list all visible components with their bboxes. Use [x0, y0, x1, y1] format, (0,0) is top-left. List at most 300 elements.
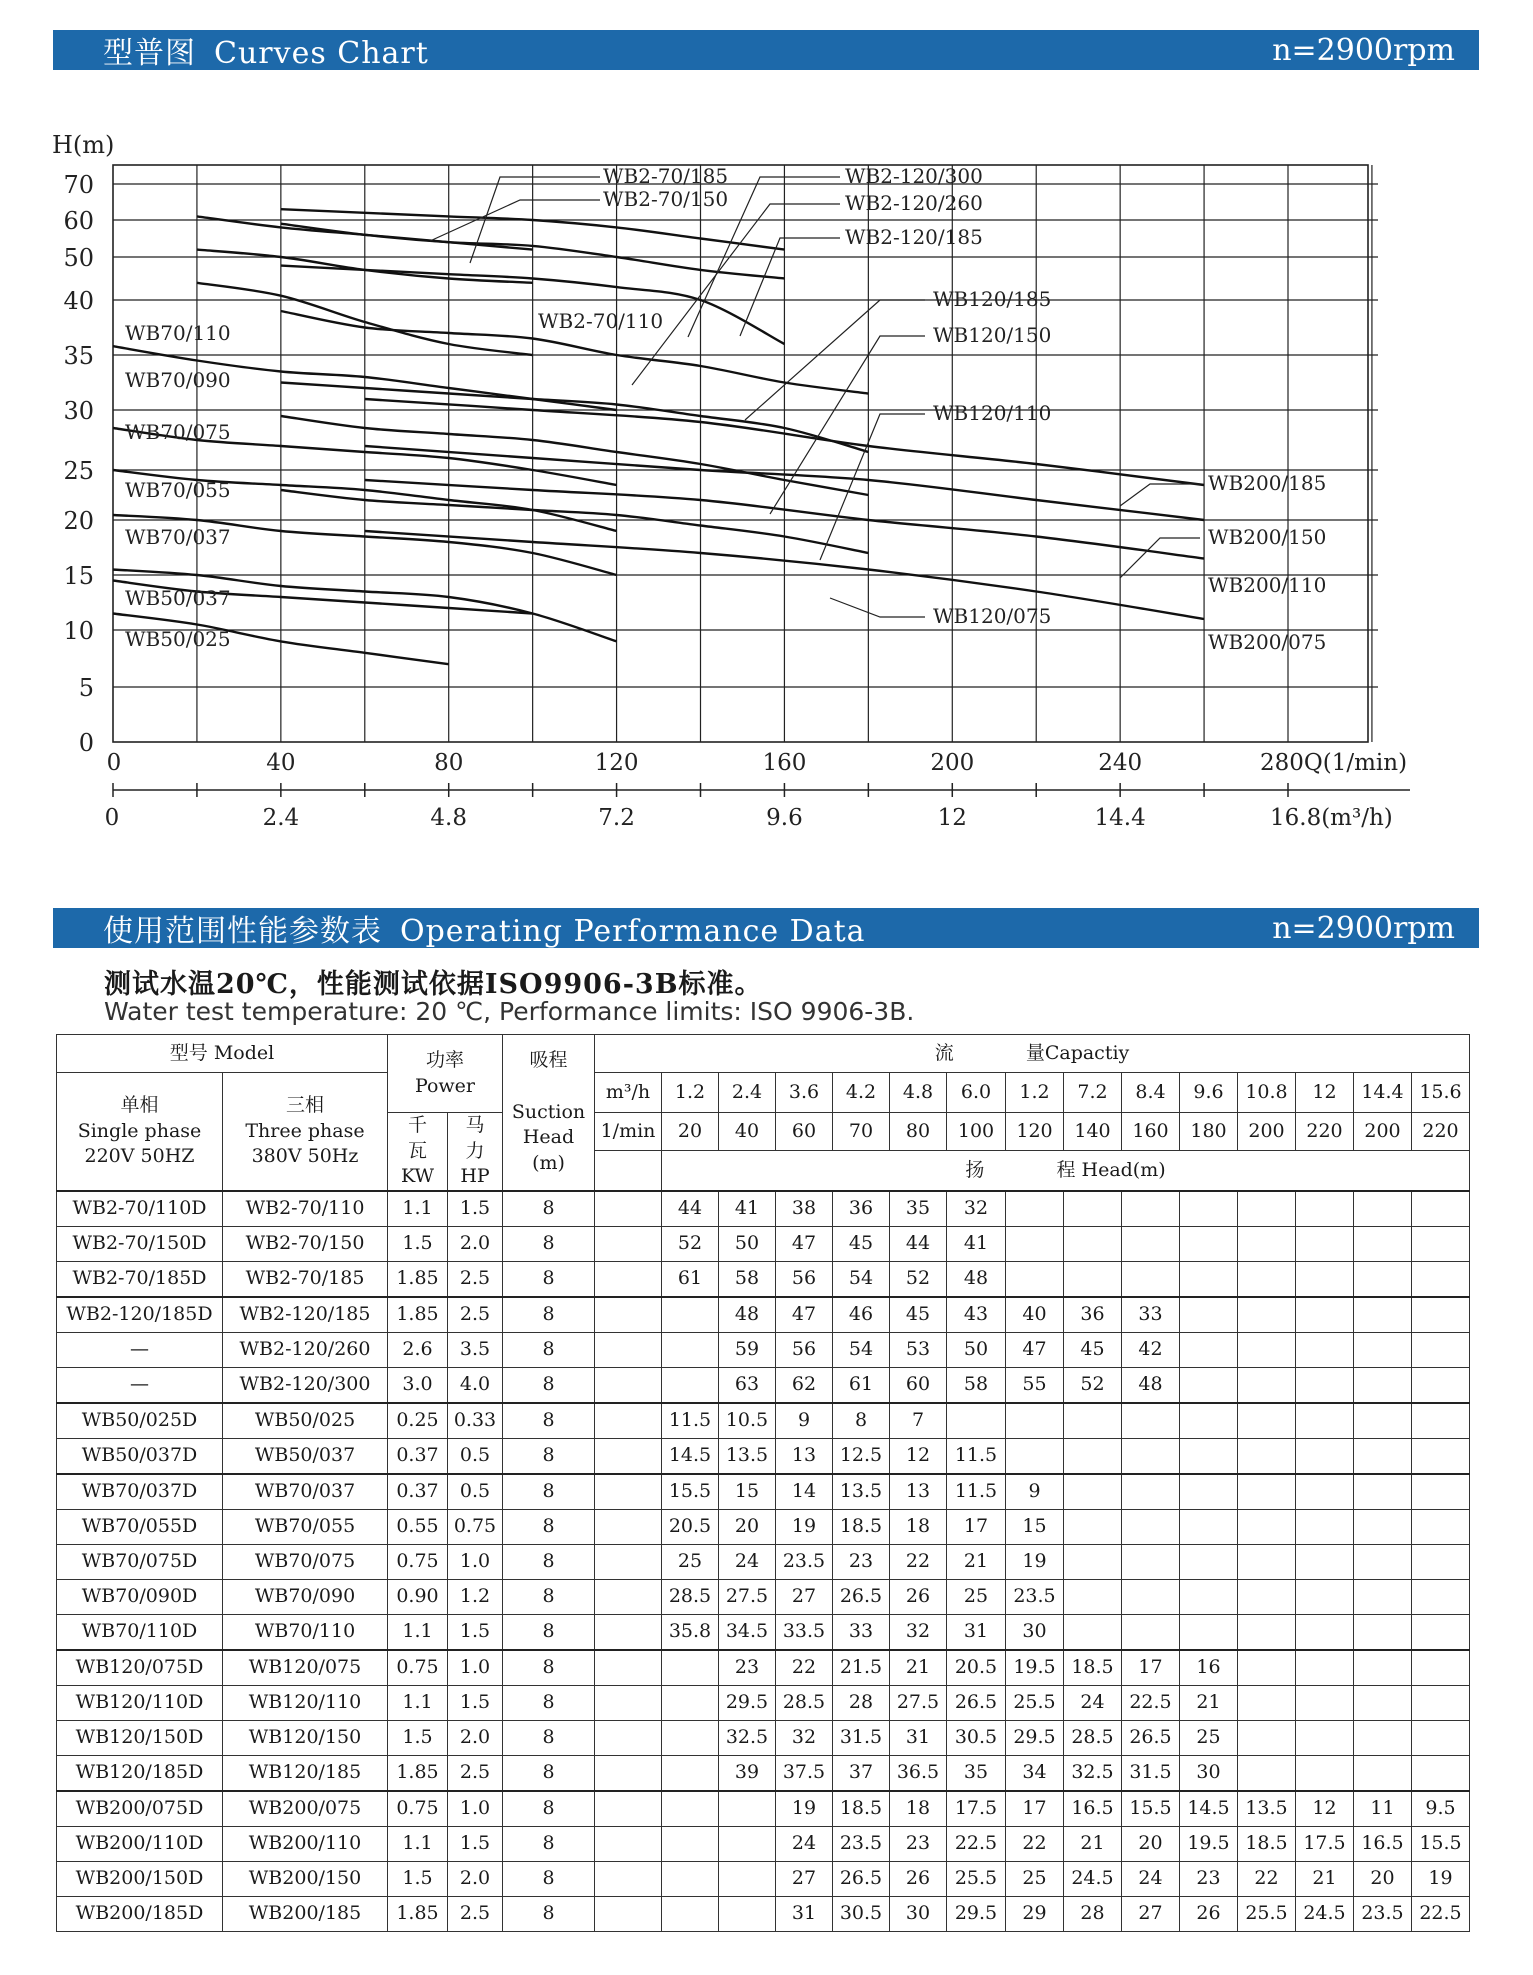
curve-label: WB120/075	[933, 604, 1052, 628]
head-cell: 13	[776, 1438, 833, 1474]
hp-cell: 2.5	[448, 1261, 503, 1297]
head-cell: 11.5	[947, 1438, 1006, 1474]
suction-cell: 8	[503, 1579, 595, 1614]
head-cell	[1122, 1614, 1180, 1650]
head-cell: 35	[947, 1755, 1006, 1791]
suction-cell: 8	[503, 1403, 595, 1439]
head-cell	[1180, 1332, 1238, 1367]
single-phase-model-cell: WB2-120/185D	[57, 1297, 223, 1333]
head-cell: 23	[890, 1826, 947, 1861]
head-cn-2: 程	[1056, 1159, 1076, 1182]
head-cell: 24.5	[1064, 1861, 1122, 1896]
single-en: Single phase	[77, 1119, 202, 1142]
single-phase-model-cell: WB200/185D	[57, 1896, 223, 1931]
head-cell	[1354, 1614, 1412, 1650]
curve-label: WB2-120/260	[845, 191, 983, 215]
hp-cn-1: 马	[465, 1114, 485, 1136]
head-cell: 27	[776, 1861, 833, 1896]
curve-label: WB120/185	[933, 287, 1052, 311]
head-cell: 17.5	[947, 1791, 1006, 1827]
head-cell: 25.5	[1006, 1685, 1064, 1720]
curve-label: WB2-70/185	[603, 164, 729, 188]
hp-cell: 1.0	[448, 1544, 503, 1579]
table-row	[57, 1720, 1470, 1755]
suction-cell: 8	[503, 1685, 595, 1720]
head-cell	[1006, 1438, 1064, 1474]
perf-rpm: n=2900rpm	[1272, 910, 1455, 946]
head-cell: 29.5	[1006, 1720, 1064, 1755]
suction-cn: 吸程	[529, 1049, 568, 1072]
suction-cell: 8	[503, 1297, 595, 1333]
capacity-m3h-cell: 4.8	[890, 1073, 947, 1113]
head-cell	[1122, 1261, 1180, 1297]
head-cell	[1064, 1579, 1122, 1614]
head-cell	[1354, 1403, 1412, 1439]
head-cell	[1180, 1403, 1238, 1439]
capacity-cn-2: 量	[1025, 1042, 1045, 1065]
hp-cell: 2.5	[448, 1755, 503, 1791]
y-tick-label: 40	[63, 287, 94, 315]
suction-cell: 8	[503, 1226, 595, 1261]
head-cell: 19	[1006, 1544, 1064, 1579]
head-cell	[1354, 1544, 1412, 1579]
head-cell: 24.5	[1296, 1896, 1354, 1931]
head-cell	[947, 1403, 1006, 1439]
head-cell	[662, 1791, 719, 1827]
head-cell	[1296, 1755, 1354, 1791]
head-cell: 9	[776, 1403, 833, 1439]
head-cell: 28.5	[776, 1685, 833, 1720]
head-cn-1: 扬	[965, 1159, 985, 1182]
capacity-m3h-cell: 3.6	[776, 1073, 833, 1113]
head-cell	[1180, 1297, 1238, 1333]
x2-tick-label: 14.4	[1094, 805, 1146, 831]
three-phase-model-cell: WB200/150	[223, 1861, 388, 1896]
performance-table	[56, 1034, 1470, 1932]
head-cell	[1296, 1474, 1354, 1510]
head-cell: 62	[776, 1367, 833, 1403]
head-cell	[1122, 1403, 1180, 1439]
table-row	[57, 1755, 1470, 1791]
perf-title-en: Operating Performance Data	[400, 914, 866, 949]
table-row	[57, 1685, 1470, 1720]
kw-cell: 0.75	[388, 1544, 448, 1579]
curves-chart-title	[103, 28, 429, 72]
capacity-lmin-cell: 220	[1296, 1113, 1354, 1151]
curve-label: WB120/110	[933, 401, 1052, 425]
head-cell	[1064, 1261, 1122, 1297]
head-cell: 19.5	[1006, 1650, 1064, 1686]
head-cell	[662, 1332, 719, 1367]
head-cell: 18.5	[833, 1791, 890, 1827]
table-row	[57, 1650, 1470, 1686]
curve-label: WB70/055	[125, 478, 231, 502]
head-cell: 28.5	[1064, 1720, 1122, 1755]
head-cell	[1354, 1438, 1412, 1474]
table-row	[57, 1261, 1470, 1297]
hp-cell: 1.5	[448, 1685, 503, 1720]
head-cell	[595, 1720, 662, 1755]
head-cell: 27.5	[890, 1685, 947, 1720]
head-cell	[1180, 1579, 1238, 1614]
capacity-lmin-cell: 20	[662, 1113, 719, 1151]
head-cell: 26	[890, 1861, 947, 1896]
head-cell	[1296, 1191, 1354, 1227]
capacity-lmin-cell: 120	[1006, 1113, 1064, 1151]
curve-label: WB2-120/300	[845, 164, 983, 188]
hp-cell: 0.5	[448, 1438, 503, 1474]
x2-tick-label: 16.8(m³/h)	[1270, 805, 1393, 831]
hp-cell: 1.0	[448, 1650, 503, 1686]
head-cell	[1412, 1614, 1470, 1650]
curve-label: WB70/090	[125, 368, 231, 392]
head-cell	[1064, 1403, 1122, 1439]
head-cell	[1412, 1403, 1470, 1439]
hp-cell: 0.5	[448, 1474, 503, 1510]
head-cell: 26	[1180, 1896, 1238, 1931]
capacity-m3h-cell: 15.6	[1412, 1073, 1470, 1113]
head-cell: 24	[719, 1544, 776, 1579]
suction-en-2: Head	[522, 1126, 575, 1149]
head-cell	[1238, 1614, 1296, 1650]
head-cell: 39	[719, 1755, 776, 1791]
head-cell: 28	[833, 1685, 890, 1720]
suction-cell: 8	[503, 1826, 595, 1861]
head-cell	[1238, 1720, 1296, 1755]
head-cell: 12.5	[833, 1438, 890, 1474]
head-cell	[1122, 1474, 1180, 1510]
head-cell	[1412, 1297, 1470, 1333]
kw-cell: 1.1	[388, 1191, 448, 1227]
suction-cell: 8	[503, 1791, 595, 1827]
head-cell: 19	[1412, 1861, 1470, 1896]
head-cell	[595, 1755, 662, 1791]
head-cell: 45	[833, 1226, 890, 1261]
perf-title-cn: 使用范围性能参数表	[103, 914, 382, 949]
x2-tick-label: 7.2	[598, 805, 635, 831]
table-row	[57, 1367, 1470, 1403]
head-cell: 41	[719, 1191, 776, 1227]
three-phase-model-cell: WB70/110	[223, 1614, 388, 1650]
capacity-m3h-cell: 14.4	[1354, 1073, 1412, 1113]
head-cell: 23	[1180, 1861, 1238, 1896]
head-cell: 31	[890, 1720, 947, 1755]
head-cell: 22	[1238, 1861, 1296, 1896]
head-cell	[1122, 1509, 1180, 1544]
single-phase-model-cell: WB70/090D	[57, 1579, 223, 1614]
unit-m3h: m³/h	[595, 1073, 662, 1113]
head-cell	[1122, 1438, 1180, 1474]
hp-cell: 3.5	[448, 1332, 503, 1367]
head-cell	[719, 1896, 776, 1931]
head-cell	[1354, 1579, 1412, 1614]
single-phase-model-cell: WB120/150D	[57, 1720, 223, 1755]
hp-cell: 0.33	[448, 1403, 503, 1439]
three-phase-header	[223, 1073, 388, 1191]
head-cell	[1412, 1474, 1470, 1510]
head-cell	[662, 1720, 719, 1755]
three-phase-model-cell: WB70/075	[223, 1544, 388, 1579]
head-cell: 50	[719, 1226, 776, 1261]
three-en: Three phase	[245, 1119, 365, 1142]
head-cell: 12	[1296, 1791, 1354, 1827]
three-phase-model-cell: WB50/025	[223, 1403, 388, 1439]
three-phase-model-cell: WB2-70/185	[223, 1261, 388, 1297]
head-cell: 55	[1006, 1367, 1064, 1403]
head-cell	[1412, 1367, 1470, 1403]
head-cell: 13	[890, 1474, 947, 1510]
head-cell	[1064, 1509, 1122, 1544]
test-note-en: Water test temperature: 20 ℃, Performance limits: ISO 9906-3B.	[104, 997, 915, 1026]
three-phase-model-cell: WB120/185	[223, 1755, 388, 1791]
head-cell: 32.5	[719, 1720, 776, 1755]
head-cell	[1354, 1297, 1412, 1333]
head-cell	[1238, 1367, 1296, 1403]
capacity-header	[595, 1035, 1470, 1073]
head-cell	[1006, 1261, 1064, 1297]
head-cell: 45	[1064, 1332, 1122, 1367]
head-cell: 13.5	[719, 1438, 776, 1474]
head-cell	[1412, 1650, 1470, 1686]
head-cell: 21	[1180, 1685, 1238, 1720]
head-cell: 31	[776, 1896, 833, 1931]
head-cell	[662, 1755, 719, 1791]
head-cell: 16	[1180, 1650, 1238, 1686]
head-cell	[1354, 1685, 1412, 1720]
head-cell	[719, 1861, 776, 1896]
head-cell: 25	[1006, 1861, 1064, 1896]
head-cell	[1064, 1474, 1122, 1510]
head-cell	[595, 1226, 662, 1261]
hp-cell: 2.5	[448, 1896, 503, 1931]
head-cell	[595, 1297, 662, 1333]
head-cell: 48	[719, 1297, 776, 1333]
head-cell	[1412, 1755, 1470, 1791]
head-cell	[595, 1614, 662, 1650]
head-cell: 23.5	[776, 1544, 833, 1579]
head-cell: 23	[833, 1544, 890, 1579]
hp-cell: 0.75	[448, 1509, 503, 1544]
table-row	[57, 1332, 1470, 1367]
single-phase-model-cell: WB70/037D	[57, 1474, 223, 1510]
suction-cell: 8	[503, 1861, 595, 1896]
suction-cell: 8	[503, 1438, 595, 1474]
head-cell: 26.5	[833, 1579, 890, 1614]
head-cell: 18	[890, 1509, 947, 1544]
head-cell: 36	[833, 1191, 890, 1227]
kw-cell: 2.6	[388, 1332, 448, 1367]
three-phase-model-cell: WB70/037	[223, 1474, 388, 1510]
y-tick-label: 30	[63, 397, 94, 425]
head-cell	[1238, 1544, 1296, 1579]
head-cell: 22.5	[1412, 1896, 1470, 1931]
head-cell	[1064, 1544, 1122, 1579]
head-cell	[1180, 1191, 1238, 1227]
head-cell: 38	[776, 1191, 833, 1227]
head-cell: 42	[1122, 1332, 1180, 1367]
head-cell: 7	[890, 1403, 947, 1439]
chart-frame	[113, 165, 1368, 742]
y-tick-label: 0	[78, 729, 94, 757]
three-phase-model-cell: WB120/075	[223, 1650, 388, 1686]
three-phase-model-cell: WB120/110	[223, 1685, 388, 1720]
single-phase-model-cell: WB2-70/110D	[57, 1191, 223, 1227]
head-cell	[595, 1544, 662, 1579]
head-cell	[1238, 1297, 1296, 1333]
head-cell: 53	[890, 1332, 947, 1367]
head-cell	[1354, 1226, 1412, 1261]
x-tick-label: 160	[762, 750, 807, 776]
curve-label: WB50/025	[125, 627, 231, 651]
head-cell: 22	[890, 1544, 947, 1579]
head-cell: 29.5	[719, 1685, 776, 1720]
head-cell	[1354, 1755, 1412, 1791]
table-row	[57, 1191, 1470, 1227]
head-cell	[1354, 1650, 1412, 1686]
head-cell	[595, 1650, 662, 1686]
head-cell: 20	[1354, 1861, 1412, 1896]
head-cell: 25	[947, 1579, 1006, 1614]
head-cell: 14	[776, 1474, 833, 1510]
head-cell: 15.5	[662, 1474, 719, 1510]
hp-cell: 2.0	[448, 1861, 503, 1896]
head-cell: 40	[1006, 1297, 1064, 1333]
head-cell	[1006, 1403, 1064, 1439]
single-phase-model-cell: WB70/055D	[57, 1509, 223, 1544]
head-cell: 33.5	[776, 1614, 833, 1650]
head-cell: 60	[890, 1367, 947, 1403]
head-cell	[1354, 1332, 1412, 1367]
head-cell	[719, 1791, 776, 1827]
head-cell	[1412, 1261, 1470, 1297]
head-unit-blank	[595, 1151, 662, 1191]
head-cell	[1238, 1226, 1296, 1261]
head-cell	[1238, 1261, 1296, 1297]
table-row	[57, 1544, 1470, 1579]
unit-lmin: 1/min	[595, 1113, 662, 1151]
suction-cell: 8	[503, 1191, 595, 1227]
head-cell	[1412, 1226, 1470, 1261]
single-phase-header	[57, 1073, 223, 1191]
y-tick-label: 35	[63, 342, 94, 370]
head-cell: 22	[776, 1650, 833, 1686]
head-cell	[1296, 1367, 1354, 1403]
head-cell: 44	[662, 1191, 719, 1227]
head-cell: 25.5	[947, 1861, 1006, 1896]
head-cell: 32	[947, 1191, 1006, 1227]
head-cell: 28	[1064, 1896, 1122, 1931]
head-cell: 21	[890, 1650, 947, 1686]
head-cell	[1412, 1438, 1470, 1474]
head-cell: 32.5	[1064, 1755, 1122, 1791]
head-cell: 34.5	[719, 1614, 776, 1650]
x2-tick-label: 9.6	[766, 805, 803, 831]
head-cell	[1064, 1614, 1122, 1650]
head-cell: 47	[1006, 1332, 1064, 1367]
head-cell: 44	[890, 1226, 947, 1261]
head-cell: 63	[719, 1367, 776, 1403]
single-phase-model-cell: WB2-70/185D	[57, 1261, 223, 1297]
capacity-lmin-cell: 80	[890, 1113, 947, 1151]
head-cell	[662, 1650, 719, 1686]
kw-cell: 0.25	[388, 1403, 448, 1439]
curve-label: WB50/037	[125, 586, 231, 610]
capacity-lmin-cell: 200	[1354, 1113, 1412, 1151]
head-cell: 43	[947, 1297, 1006, 1333]
curve-label: WB200/150	[1208, 525, 1327, 549]
head-cell: 61	[662, 1261, 719, 1297]
hp-cell: 2.0	[448, 1226, 503, 1261]
head-cell	[1238, 1191, 1296, 1227]
head-cell: 8	[833, 1403, 890, 1439]
head-cell	[1412, 1544, 1470, 1579]
curves-chart-banner	[53, 30, 1479, 70]
leader-line	[770, 336, 925, 514]
head-cell	[595, 1261, 662, 1297]
table-row	[57, 1403, 1470, 1439]
head-cell: 16.5	[1064, 1791, 1122, 1827]
kw-cn-1: 千	[407, 1114, 427, 1136]
curves-title-en: Curves Chart	[214, 36, 429, 71]
chart-leader-lines	[430, 177, 1200, 617]
head-cell	[1180, 1367, 1238, 1403]
table-row	[57, 1474, 1470, 1510]
head-cell: 24	[776, 1826, 833, 1861]
suction-cell: 8	[503, 1755, 595, 1791]
head-cell	[1064, 1226, 1122, 1261]
three-phase-model-cell: WB50/037	[223, 1438, 388, 1474]
curve-label: WB200/075	[1208, 630, 1327, 654]
kw-cell: 1.1	[388, 1614, 448, 1650]
head-cell: 35	[890, 1191, 947, 1227]
head-cell	[1238, 1650, 1296, 1686]
head-cell: 15	[1006, 1509, 1064, 1544]
head-cell	[662, 1826, 719, 1861]
suction-cell: 8	[503, 1509, 595, 1544]
suction-cell: 8	[503, 1367, 595, 1403]
table-row	[57, 1791, 1470, 1827]
hp-cell: 2.5	[448, 1297, 503, 1333]
y-tick-label: 15	[63, 562, 94, 590]
head-cell: 21	[1296, 1861, 1354, 1896]
head-cell: 18.5	[1238, 1826, 1296, 1861]
kw-cell: 0.75	[388, 1650, 448, 1686]
suction-cell: 8	[503, 1474, 595, 1510]
head-cell: 20	[719, 1509, 776, 1544]
head-cell	[1122, 1226, 1180, 1261]
kw-cell: 0.37	[388, 1474, 448, 1510]
head-cell	[1296, 1509, 1354, 1544]
capacity-m3h-cell: 12	[1296, 1073, 1354, 1113]
head-cell: 61	[833, 1367, 890, 1403]
head-cell	[662, 1367, 719, 1403]
head-cell: 15.5	[1412, 1826, 1470, 1861]
capacity-m3h-cell: 1.2	[1006, 1073, 1064, 1113]
three-phase-model-cell: WB120/150	[223, 1720, 388, 1755]
head-cell: 37.5	[776, 1755, 833, 1791]
x-tick-label: 40	[266, 750, 296, 776]
head-cell	[1064, 1438, 1122, 1474]
head-cell: 41	[947, 1226, 1006, 1261]
head-cell: 18	[890, 1791, 947, 1827]
head-cell: 23.5	[1354, 1896, 1412, 1931]
capacity-en: Capactiy	[1044, 1042, 1130, 1065]
head-cell	[1006, 1191, 1064, 1227]
capacity-m3h-cell: 1.2	[662, 1073, 719, 1113]
kw-cell: 1.85	[388, 1261, 448, 1297]
capacity-lmin-cell: 60	[776, 1113, 833, 1151]
head-cell	[662, 1685, 719, 1720]
